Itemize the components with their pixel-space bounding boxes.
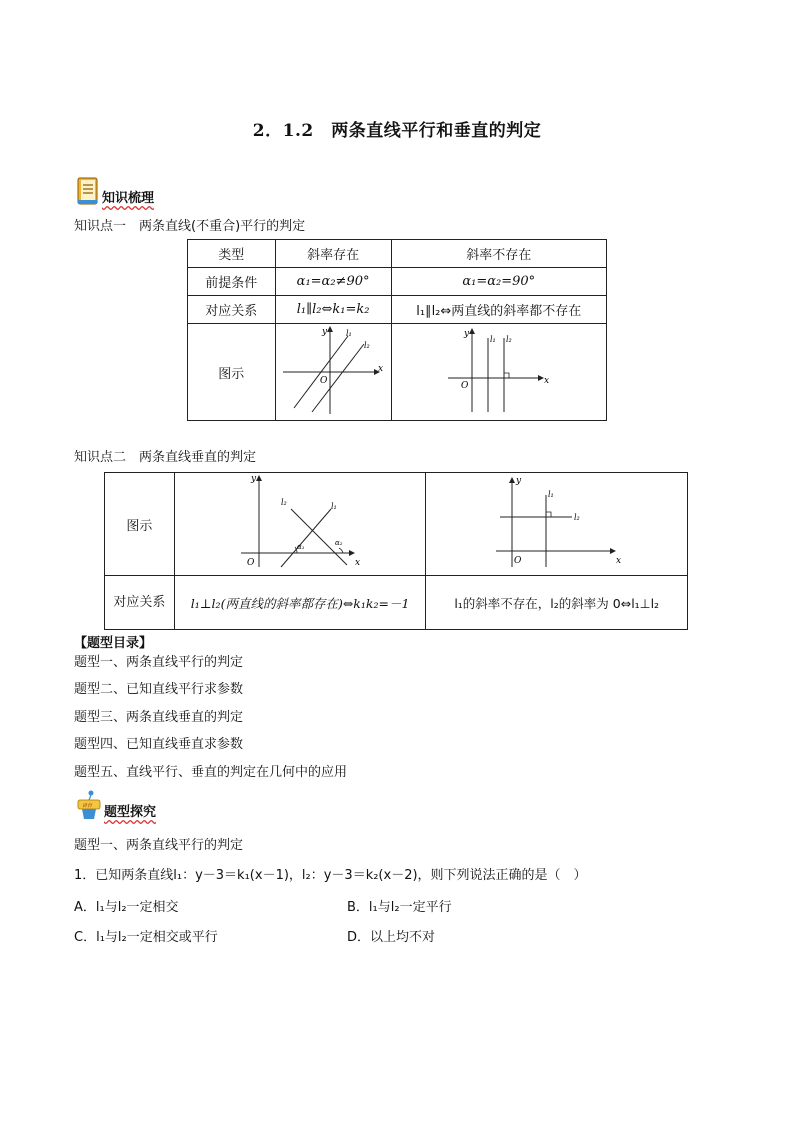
l2-label: l₂ — [364, 341, 370, 350]
row-figure-label: 图示 — [188, 324, 276, 421]
y-axis-label: y — [322, 327, 328, 337]
l1-label-2: l₁ — [489, 335, 496, 344]
perp2-y-label: y — [515, 476, 521, 486]
perp-relation-label: 对应关系 — [105, 576, 175, 630]
premise-slope-exists: α₁=α₂≠90° — [275, 268, 391, 296]
relation-slope-not-exists: l₁∥l₂⇔两直线的斜率都不存在 — [391, 296, 606, 324]
parallel-vertical-diagram — [444, 324, 554, 416]
header-type: 类型 — [188, 240, 276, 268]
perp2-x-label: x — [615, 556, 621, 566]
l1-label: l₁ — [346, 329, 352, 338]
perp-x-label: x — [355, 558, 361, 568]
y-axis-label-2: y — [463, 329, 469, 339]
option-a: A．l₁与l₂一定相交 — [74, 900, 179, 915]
parallel-table — [187, 239, 607, 421]
podium-badge-text: 讲台 — [82, 803, 93, 809]
podium-icon — [76, 790, 102, 820]
perp2-origin-label: O — [513, 556, 522, 566]
section-knowledge-label: 知识梳理 — [102, 191, 155, 206]
kp2-heading: 知识点二 两条直线垂直的判定 — [74, 450, 257, 465]
parallel-slanted-diagram — [278, 324, 388, 416]
row-relation-label: 对应关系 — [188, 296, 276, 324]
premise-slope-not-exists: α₁=α₂=90° — [391, 268, 606, 296]
perpendicular-table — [104, 472, 688, 630]
perp-slanted-diagram — [235, 473, 365, 571]
figure-perp-axes — [426, 473, 688, 576]
question-1: 1．已知两条直线l₁：y－3＝k₁(x－1)，l₂：y－3＝k₂(x－2)，则下列说法正确的是（ ） — [74, 868, 587, 883]
perp2-l2-label: l₂ — [573, 513, 580, 522]
perp2-l1-label: l₁ — [547, 490, 554, 499]
perp-y-label: y — [251, 474, 257, 484]
perp-l1-label: l₁ — [331, 502, 337, 511]
catalog-item: 题型三、两条直线垂直的判定 — [74, 710, 244, 725]
header-slope-exists: 斜率存在 — [275, 240, 391, 268]
perp-figure-label: 图示 — [105, 473, 175, 576]
origin-label: O — [320, 376, 328, 386]
alpha2-label: α₂ — [335, 539, 343, 547]
catalog-item: 题型一、两条直线平行的判定 — [74, 655, 244, 670]
x-axis-label: x — [378, 364, 384, 374]
relation-slope-exists: l₁∥l₂⇔k₁=k₂ — [275, 296, 391, 324]
catalog-heading: 【题型目录】 — [74, 636, 153, 651]
row-premise-label: 前提条件 — [188, 268, 276, 296]
page-title: 2．1.2 两条直线平行和垂直的判定 — [252, 121, 542, 141]
perp-relation-special: l₁的斜率不存在，l₂的斜率为 0⇔l₁⊥l₂ — [426, 576, 688, 630]
perp-origin-label: O — [247, 558, 255, 568]
catalog-item: 题型二、已知直线平行求参数 — [74, 682, 244, 697]
x-axis-label-2: x — [543, 376, 549, 386]
section-explore-label: 题型探究 — [104, 805, 157, 820]
book-icon — [76, 176, 100, 206]
section-knowledge-header — [76, 176, 154, 206]
perp-l2-label: l₂ — [281, 498, 287, 507]
figure-parallel-vertical — [391, 324, 606, 421]
catalog-item: 题型四、已知直线垂直求参数 — [74, 737, 244, 752]
catalog-item: 题型五、直线平行、垂直的判定在几何中的应用 — [74, 765, 348, 780]
option-c: C．l₁与l₂一定相交或平行 — [74, 930, 218, 945]
l2-label-2: l₂ — [505, 335, 512, 344]
section-explore-header — [76, 790, 156, 820]
origin-label-2: O — [460, 381, 469, 391]
perp-relation-slope-exists: l₁⊥l₂(两直线的斜率都存在)⇔k₁k₂=－1 — [174, 576, 426, 630]
kp1-heading: 知识点一 两条直线(不重合)平行的判定 — [74, 219, 306, 234]
header-slope-not-exists: 斜率不存在 — [391, 240, 606, 268]
alpha1-label: α₁ — [297, 543, 305, 551]
figure-perp-slanted — [174, 473, 426, 576]
option-b: B．l₁与l₂一定平行 — [347, 900, 452, 915]
type-heading: 题型一、两条直线平行的判定 — [74, 838, 244, 853]
option-d: D．以上均不对 — [347, 930, 436, 945]
perp-axes-diagram — [492, 473, 622, 571]
figure-parallel-slanted — [275, 324, 391, 421]
